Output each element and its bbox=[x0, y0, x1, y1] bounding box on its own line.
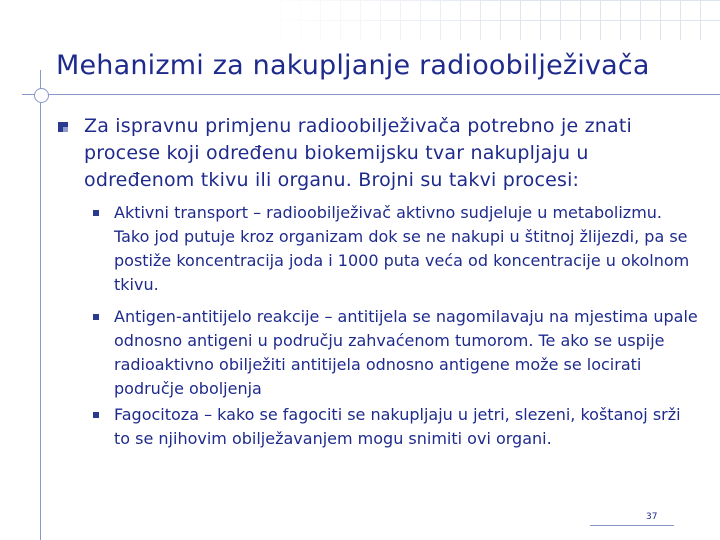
slide-title: Mehanizmi za nakupljanje radioobilježivača bbox=[56, 50, 650, 81]
title-underline bbox=[22, 94, 720, 95]
sub-point-phagocytosis: Fagocitoza – kako se fagociti se nakupljaju u jetri, slezeni, koštanoj srži to se njihovim obilježavanjem mogu snimiti ovi organi. bbox=[114, 405, 681, 448]
sub-point-active-transport: Aktivni transport – radioobilježivač aktivno sudjeluje u metabolizmu. Tako jod putuje kroz organizam dok se ne nakupi u štitnoj žlijezdi, pa se postiže koncentracija joda i 1000 puta veća od koncentracije u okolnom tkivu. bbox=[114, 203, 690, 294]
square-bullet-icon bbox=[58, 122, 68, 132]
crosshair-ornament-icon bbox=[34, 88, 49, 103]
background-grid bbox=[260, 0, 720, 40]
page-number-rule bbox=[590, 525, 674, 526]
page-number: 37 bbox=[646, 512, 658, 522]
sub-point-antigen-antibody: Antigen-antitijelo reakcije – antitijela se nagomilavaju na mjestima upale odnosno antigeni u području zahvaćenom tumorom. Te ako se uspije radioaktivno obilježiti antitijela odnosno antigene može se locirati područje oboljenja bbox=[114, 307, 698, 398]
main-point-text: Za ispravnu primjenu radioobilježivača potrebno je znati procese koji određenu biokemijsku tvar nakupljaju u određenom tkivu ili organu. Brojni su takvi procesi: bbox=[84, 115, 632, 191]
sub-bullet-icon bbox=[93, 314, 99, 320]
sub-bullet-icon bbox=[93, 210, 99, 216]
sub-bullet-icon bbox=[93, 412, 99, 418]
left-decorative-rule bbox=[40, 70, 41, 540]
